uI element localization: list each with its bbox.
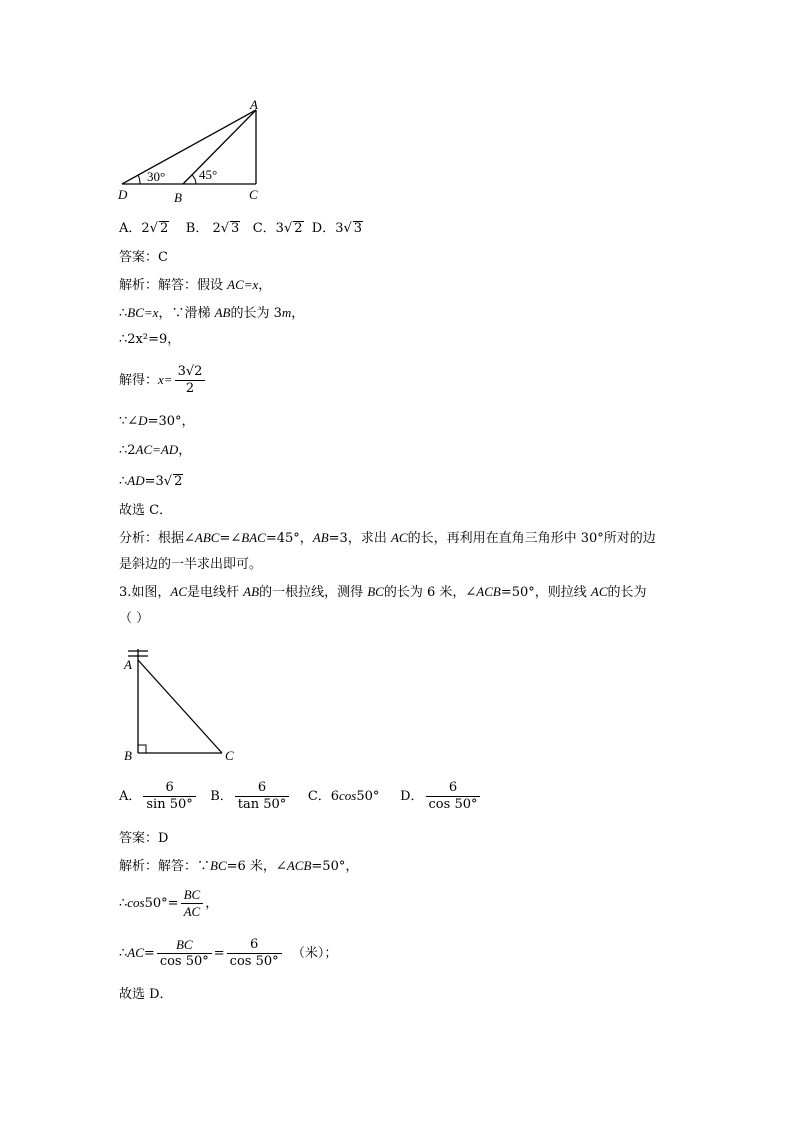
label-a: A [124,657,132,672]
q3-answer-parentheses: （ ） [119,611,150,626]
fraction-x: $\frac{3√2}{2}$ [175,364,206,397]
q3-solution-line4: 故选 D． [119,987,173,1002]
q3-solution-line2: ∴cos50°= $\frac{BC}{AC}$ ， [119,887,219,919]
q2-analysis-line2: 是斜边的一半求出即可。 [119,557,263,572]
fraction-6-cos: $\frac{6}{\cos 50^\circ}$ [227,937,282,970]
q3-stem: 3.如图，AC是电线杆 AB的一根拉线，测得 BC的长为 6 米，∠ACB=50°，则拉线 AC的长为 [119,584,647,600]
option-b: B． 2√ 3 [185,221,240,236]
q3-options [119,780,482,813]
label-d: D [118,187,128,202]
q2-solution-line2: ∴BC=x，∵滑梯 AB的长为 3m， [119,305,305,321]
label-c: C [225,748,234,763]
option-c: C．6cos50° [307,788,380,804]
q2-options [119,220,363,238]
label-a: A [250,97,258,112]
q2-solution-line5: ∵∠D=30°， [119,413,195,429]
option-a: A． $\frac{6}{\sin 50^\circ}$ [119,789,198,804]
fraction-bc-cos: $\frac{BC}{\cos 50^\circ}$ [157,937,212,970]
figure-pole-triangle [118,645,248,765]
label-b: B [124,748,132,763]
q2-answer: 答案：C [119,250,168,265]
fraction-bc-ac: $\frac{BC}{AC}$ [181,887,204,920]
q2-analysis-line1: 分析：根据∠ABC=∠BAC=45°，AB=3，求出 AC的长，再利用在直角三角形中 30°所对的边 [119,530,656,546]
q2-solution-line8: 故选 C． [119,503,173,518]
segment-ac-wire [138,660,222,753]
q2-solution-line6: ∴2AC=AD， [119,442,192,458]
option-d: D．3√ 3 [311,221,363,236]
option-c: C．3√ 2 [252,221,303,236]
angle-arc-b [192,175,196,184]
label-c: C [249,187,258,202]
option-b: B． $\frac{6}{\tan 50^\circ}$ [210,789,291,804]
segment-ab [183,110,256,184]
angle-label-d: 30° [147,169,166,184]
figure-triangle-dbca [110,96,280,206]
label-b: B [174,190,182,205]
q2-solution-line3: ∴2x²=9， [119,332,181,347]
q2-solution-line1: 解析：解答：假设 AC=x， [119,277,272,293]
q3-answer: 答案：D [119,831,169,846]
angle-arc-d [138,175,140,184]
q3-solution-line3: ∴AC= $\frac{BC}{\cos 50^\circ}$ = $\frac{6}{\cos 50^\circ}$ （米）； [119,937,338,969]
option-d: D． $\frac{6}{\cos 50^\circ}$ [400,789,482,804]
segment-ad [122,110,256,184]
q3-solution-line1: 解析：解答：∵BC=6 米，∠ACB=50°， [119,858,359,874]
q2-solution-line7: ∴AD=3√ 2 [119,473,183,489]
angle-label-b: 45° [199,167,218,182]
option-a: A．2√ 2 [119,221,169,236]
q2-solution-line4: 解得：x= $\frac{3√2}{2}$ [119,364,207,397]
right-angle-mark [138,745,146,753]
